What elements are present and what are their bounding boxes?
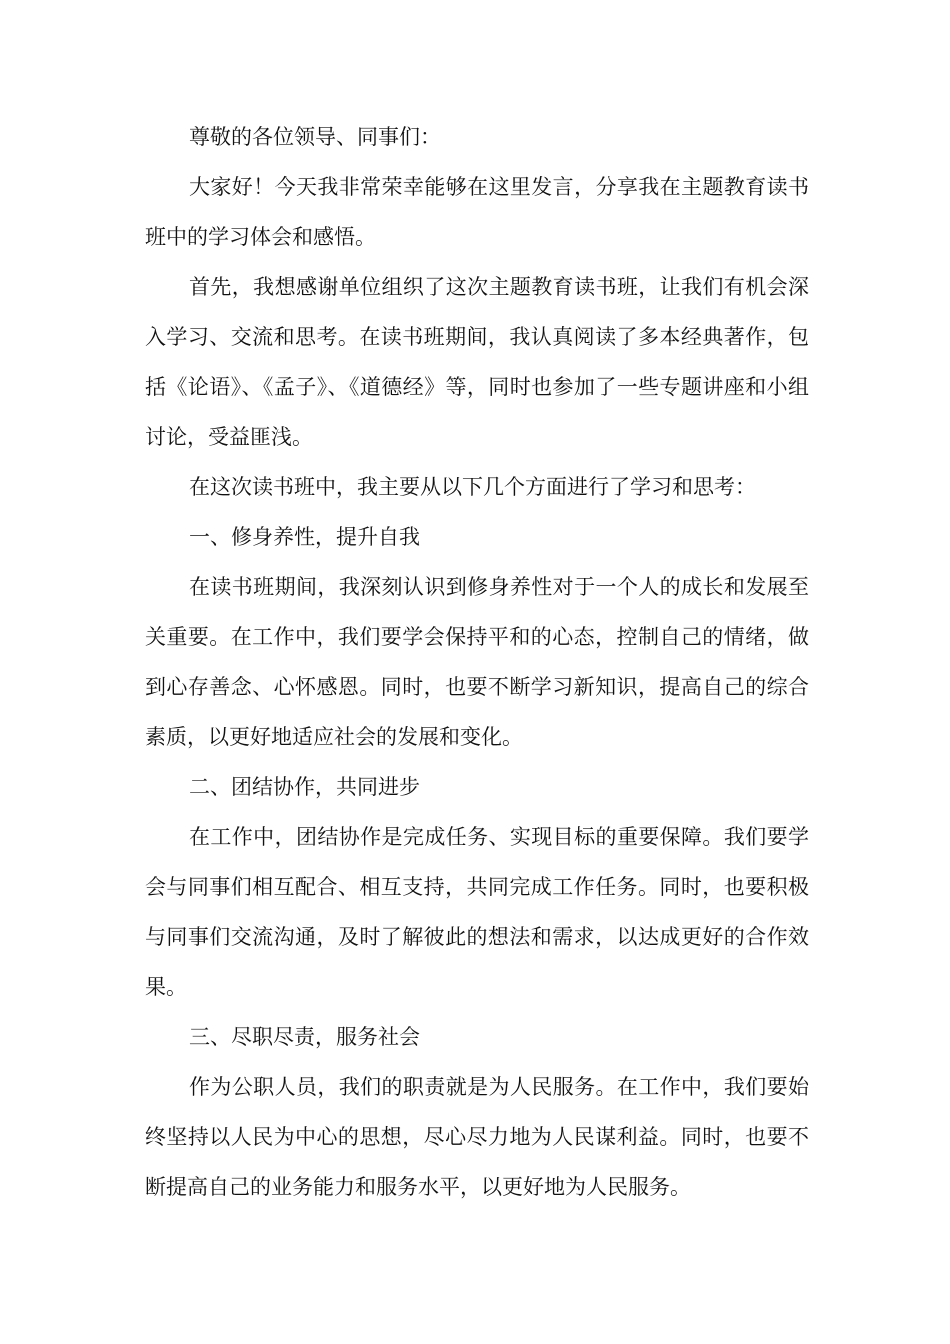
section-heading: 三、尽职尽责，服务社会 — [189, 1025, 420, 1049]
salutation: 尊敬的各位领导、同事们： — [189, 125, 441, 149]
body-paragraph: 大家好！今天我非常荣幸能够在这里发言，分享我在主题教育读书班中的学习体会和感悟。 — [145, 175, 809, 249]
body-paragraph: 作为公职人员，我们的职责就是为人民服务。在工作中，我们要始终坚持以人民为中心的思想，尽心尽力地为人民谋利益。同时，也要不断提高自己的业务能力和服务水平，以更好地为人民服务。 — [145, 1075, 809, 1199]
body-paragraph: 在读书班期间，我深刻认识到修身养性对于一个人的成长和发展至关重要。在工作中，我们要学会保持平和的心态，控制自己的情绪，做到心存善念、心怀感恩。同时，也要不断学习新知识，提高自己的综合素质，以更好地适应社会的发展和变化。 — [145, 575, 809, 749]
body-paragraph: 在工作中，团结协作是完成任务、实现目标的重要保障。我们要学会与同事们相互配合、相互支持，共同完成工作任务。同时，也要积极与同事们交流沟通，及时了解彼此的想法和需求，以达成更好的合作效果。 — [145, 825, 809, 999]
body-paragraph: 首先，我想感谢单位组织了这次主题教育读书班，让我们有机会深入学习、交流和思考。在读书班期间，我认真阅读了多本经典著作，包括《论语》、《孟子》、《道德经》等，同时也参加了一些专题讲座和小组讨论，受益匪浅。 — [145, 275, 809, 449]
section-heading: 二、团结协作，共同进步 — [189, 775, 420, 799]
document-body — [145, 112, 809, 1212]
body-paragraph: 在这次读书班中，我主要从以下几个方面进行了学习和思考： — [189, 475, 756, 499]
section-heading: 一、修身养性，提升自我 — [189, 525, 420, 549]
